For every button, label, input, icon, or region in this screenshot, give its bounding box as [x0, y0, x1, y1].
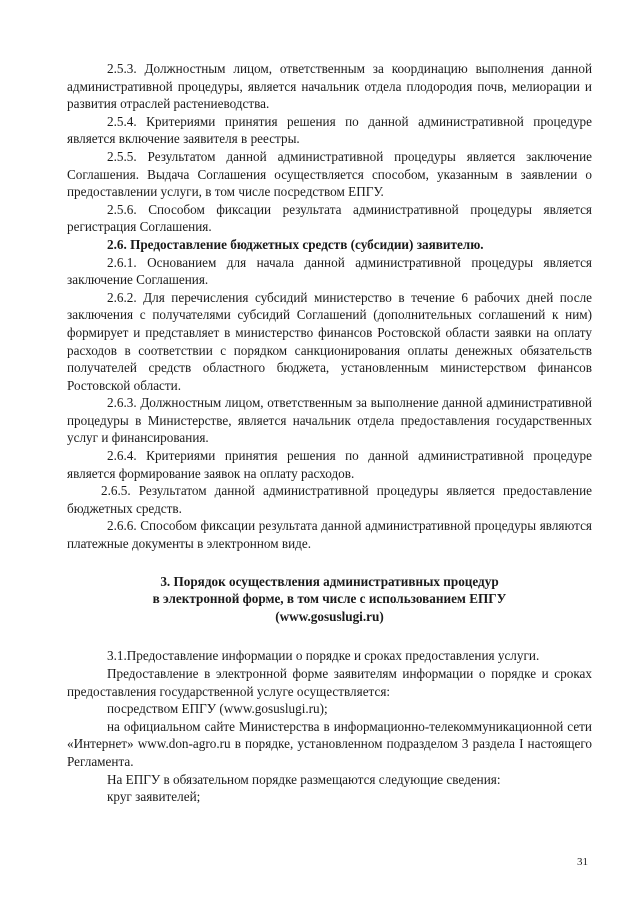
- section-3-heading: [67, 573, 592, 626]
- section-3-title-line-1: 3. Порядок осуществления административных процедур: [160, 573, 499, 589]
- paragraph-2-6-5: 2.6.5. Результатом данной административной процедуры является предоставление бюджетных средств.: [67, 483, 592, 516]
- paragraph-2-5-5: 2.5.5. Результатом данной административной процедуры является заключение Соглашения. Выдача Соглашения осуществляется способом, указанным в заявлении о предоставлении услуги, в том числе посредством ЕПГУ.: [67, 148, 592, 200]
- paragraph-2-5-6: 2.5.6. Способом фиксации результата административной процедуры является регистрация Соглашения.: [67, 201, 592, 235]
- paragraph-info-electronic: Предоставление в электронной форме заявителям информации о порядке и сроках предоставления государственной услуге осуществляется:: [67, 666, 592, 699]
- section-3-title-line-3: (www.gosuslugi.ru): [275, 608, 384, 624]
- page-number: 31: [577, 856, 588, 868]
- paragraph-2-6-3: 2.6.3. Должностным лицом, ответственным за выполнение данной административной процедуры в Министерстве, является начальник отдела предоставления государственных услуг и финансирования.: [67, 395, 592, 446]
- section-3-title-line-2: в электронной форме, в том числе с использованием ЕПГУ: [152, 591, 507, 607]
- page-content: [67, 60, 592, 806]
- paragraph-2-5-4: 2.5.4. Критериями принятия решения по данной административной процедуре является включение заявителя в реестры.: [67, 113, 592, 147]
- paragraph-2-6-4: 2.6.4. Критериями принятия решения по данной административной процедуре является формирование заявок на оплату расходов.: [67, 448, 592, 481]
- paragraph-epgu-required-info: На ЕПГУ в обязательном порядке размещаются следующие сведения:: [107, 771, 501, 787]
- paragraph-official-site: на официальном сайте Министерства в информационно-телекоммуникационной сети «Интернет» www.don-agro.ru в порядке, установленном подразделом 3 раздела I настоящего Регламента.: [67, 718, 592, 769]
- paragraph-2-6-1: 2.6.1. Основанием для начала данной административной процедуры является заключение Соглашения.: [67, 254, 592, 288]
- section-2-6-title: 2.6. Предоставление бюджетных средств (субсидии) заявителю.: [107, 236, 484, 252]
- paragraph-2-6-2: 2.6.2. Для перечисления субсидий министерство в течение 6 рабочих дней после заключения с получателями субсидий Соглашений (дополнительных соглашений к ним) формирует и представляет в министерство финансов Ростовской области заявки на оплату расходов в соответствии с порядком санкционирования оплаты денежных обязательств получателей средств областного бюджета, установленным министерством финансов Ростовской области.: [67, 289, 592, 393]
- paragraph-3-1: 3.1.Предоставление информации о порядке и сроках предоставления услуги.: [107, 648, 540, 664]
- paragraph-2-5-3: 2.5.3. Должностным лицом, ответственным за координацию выполнения данной административной процедуры, является начальник отдела плодородия почв, мелиорации и развития отраслей растениеводства.: [67, 61, 592, 112]
- paragraph-applicants-circle: круг заявителей;: [107, 789, 201, 805]
- paragraph-2-6-6: 2.6.6. Способом фиксации результата данной административной процедуры являются платежные документы в электронном виде.: [67, 518, 592, 552]
- paragraph-via-epgu: посредством ЕПГУ (www.gosuslugi.ru);: [107, 701, 328, 717]
